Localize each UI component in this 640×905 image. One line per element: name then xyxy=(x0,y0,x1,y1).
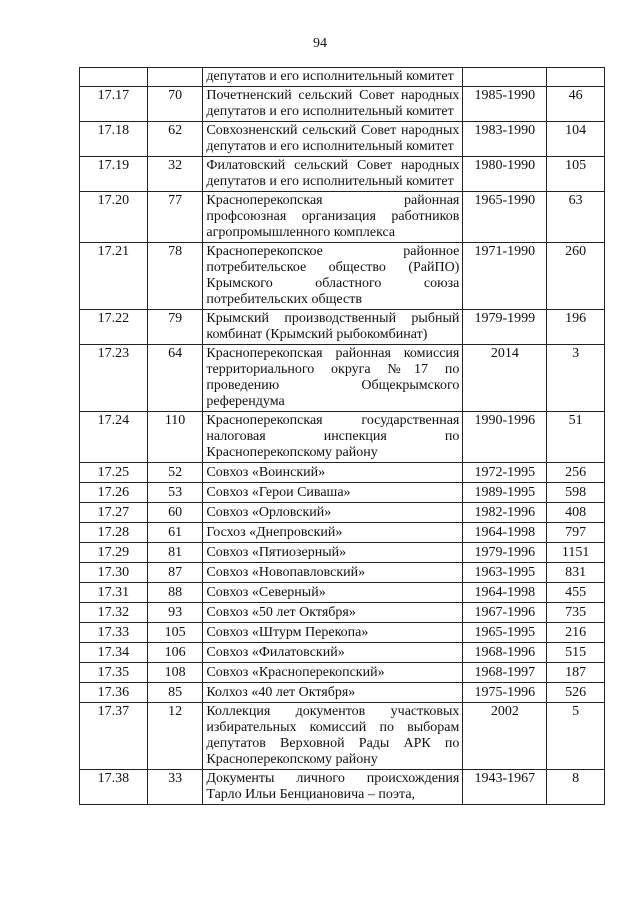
fund-name: Коллекция документов участковых избирательных комиссий по выборам депутатов Верховной Рады АРК по Красноперекопскому району xyxy=(203,703,463,770)
fund-number: 32 xyxy=(147,157,203,192)
fund-name: Совхоз «Филатовский» xyxy=(203,643,463,663)
table-row xyxy=(80,603,605,623)
fund-number: 61 xyxy=(147,523,203,543)
item-count: 187 xyxy=(547,663,605,683)
fund-register-table xyxy=(79,67,605,805)
table-row xyxy=(80,683,605,703)
fund-name: Совхоз «Новопавловский» xyxy=(203,563,463,583)
row-number: 17.32 xyxy=(80,603,148,623)
row-number xyxy=(80,68,148,87)
item-count: 256 xyxy=(547,463,605,483)
fund-number: 88 xyxy=(147,583,203,603)
table-row xyxy=(80,87,605,122)
table-row xyxy=(80,583,605,603)
page-number: 94 xyxy=(313,36,327,51)
fund-number: 78 xyxy=(147,243,203,310)
date-range: 1979-1999 xyxy=(463,310,547,345)
row-number: 17.25 xyxy=(80,463,148,483)
fund-register-rows xyxy=(80,68,605,805)
row-number: 17.35 xyxy=(80,663,148,683)
item-count: 105 xyxy=(547,157,605,192)
fund-name: депутатов и его исполнительный комитет xyxy=(203,68,463,87)
fund-name: Совхоз «Красноперекопский» xyxy=(203,663,463,683)
date-range: 1965-1995 xyxy=(463,623,547,643)
table-row xyxy=(80,563,605,583)
date-range: 1965-1990 xyxy=(463,192,547,243)
row-number: 17.36 xyxy=(80,683,148,703)
fund-number: 93 xyxy=(147,603,203,623)
date-range: 2002 xyxy=(463,703,547,770)
date-range: 1990-1996 xyxy=(463,412,547,463)
table-row xyxy=(80,463,605,483)
fund-number: 106 xyxy=(147,643,203,663)
date-range: 1980-1990 xyxy=(463,157,547,192)
fund-name: Крымский производственный рыбный комбинат (Крымский рыбокомбинат) xyxy=(203,310,463,345)
date-range: 1983-1990 xyxy=(463,122,547,157)
item-count: 735 xyxy=(547,603,605,623)
table-row xyxy=(80,523,605,543)
date-range: 1975-1996 xyxy=(463,683,547,703)
fund-name: Красноперекопская районная профсоюзная организация работников агропромышленного комплекса xyxy=(203,192,463,243)
fund-number: 12 xyxy=(147,703,203,770)
fund-name: Почетненский сельский Совет народных депутатов и его исполнительный комитет xyxy=(203,87,463,122)
table-row xyxy=(80,310,605,345)
item-count: 8 xyxy=(547,770,605,805)
date-range: 1964-1998 xyxy=(463,523,547,543)
table-row xyxy=(80,243,605,310)
date-range: 1943-1967 xyxy=(463,770,547,805)
table-row xyxy=(80,483,605,503)
fund-number: 105 xyxy=(147,623,203,643)
row-number: 17.23 xyxy=(80,345,148,412)
item-count: 104 xyxy=(547,122,605,157)
fund-name: Красноперекопская государственная налоговая инспекция по Красноперекопскому району xyxy=(203,412,463,463)
fund-name: Совхоз «Орловский» xyxy=(203,503,463,523)
date-range: 1989-1995 xyxy=(463,483,547,503)
date-range: 1979-1996 xyxy=(463,543,547,563)
item-count: 46 xyxy=(547,87,605,122)
item-count: 408 xyxy=(547,503,605,523)
fund-number: 87 xyxy=(147,563,203,583)
fund-name: Совхоз «Герои Сиваша» xyxy=(203,483,463,503)
row-number: 17.34 xyxy=(80,643,148,663)
table-row xyxy=(80,543,605,563)
row-number: 17.26 xyxy=(80,483,148,503)
fund-number: 81 xyxy=(147,543,203,563)
fund-name: Красноперекопская районная комиссия территориального округа №17 по проведению Общекрымского референдума xyxy=(203,345,463,412)
fund-number: 33 xyxy=(147,770,203,805)
row-number: 17.20 xyxy=(80,192,148,243)
item-count: 216 xyxy=(547,623,605,643)
date-range: 1971-1990 xyxy=(463,243,547,310)
date-range: 1985-1990 xyxy=(463,87,547,122)
fund-number: 79 xyxy=(147,310,203,345)
row-number: 17.30 xyxy=(80,563,148,583)
fund-name: Совхоз «Пятиозерный» xyxy=(203,543,463,563)
item-count: 196 xyxy=(547,310,605,345)
date-range: 1967-1996 xyxy=(463,603,547,623)
table-row xyxy=(80,663,605,683)
fund-number: 53 xyxy=(147,483,203,503)
table-row xyxy=(80,345,605,412)
fund-name: Колхоз «40 лет Октября» xyxy=(203,683,463,703)
item-count: 260 xyxy=(547,243,605,310)
table-row xyxy=(80,122,605,157)
fund-number: 60 xyxy=(147,503,203,523)
item-count: 3 xyxy=(547,345,605,412)
date-range: 1972-1995 xyxy=(463,463,547,483)
fund-name: Совхоз «50 лет Октября» xyxy=(203,603,463,623)
fund-name: Филатовский сельский Совет народных депутатов и его исполнительный комитет xyxy=(203,157,463,192)
fund-name: Красноперекопское районное потребительское общество (РайПО) Крымского областного союза потребительских обществ xyxy=(203,243,463,310)
row-number: 17.31 xyxy=(80,583,148,603)
item-count: 51 xyxy=(547,412,605,463)
fund-number xyxy=(147,68,203,87)
table-row xyxy=(80,770,605,805)
fund-number: 52 xyxy=(147,463,203,483)
item-count: 455 xyxy=(547,583,605,603)
fund-number: 64 xyxy=(147,345,203,412)
item-count: 598 xyxy=(547,483,605,503)
fund-number: 110 xyxy=(147,412,203,463)
table-row xyxy=(80,68,605,87)
table-row xyxy=(80,643,605,663)
row-number: 17.27 xyxy=(80,503,148,523)
fund-name: Госхоз «Днепровский» xyxy=(203,523,463,543)
item-count: 515 xyxy=(547,643,605,663)
item-count: 63 xyxy=(547,192,605,243)
table-row xyxy=(80,157,605,192)
date-range: 1964-1998 xyxy=(463,583,547,603)
fund-name: Совхоз «Воинский» xyxy=(203,463,463,483)
fund-number: 62 xyxy=(147,122,203,157)
fund-name: Совхоз «Штурм Перекопа» xyxy=(203,623,463,643)
item-count xyxy=(547,68,605,87)
row-number: 17.21 xyxy=(80,243,148,310)
table-row xyxy=(80,192,605,243)
row-number: 17.37 xyxy=(80,703,148,770)
row-number: 17.22 xyxy=(80,310,148,345)
date-range: 2014 xyxy=(463,345,547,412)
row-number: 17.29 xyxy=(80,543,148,563)
row-number: 17.17 xyxy=(80,87,148,122)
row-number: 17.19 xyxy=(80,157,148,192)
fund-name: Документы личного происхождения Тарло Ильи Бенциановича – поэта, xyxy=(203,770,463,805)
date-range xyxy=(463,68,547,87)
item-count: 831 xyxy=(547,563,605,583)
row-number: 17.33 xyxy=(80,623,148,643)
row-number: 17.18 xyxy=(80,122,148,157)
date-range: 1982-1996 xyxy=(463,503,547,523)
row-number: 17.24 xyxy=(80,412,148,463)
fund-name: Совхозненский сельский Совет народных депутатов и его исполнительный комитет xyxy=(203,122,463,157)
fund-number: 70 xyxy=(147,87,203,122)
table-row xyxy=(80,412,605,463)
item-count: 5 xyxy=(547,703,605,770)
item-count: 797 xyxy=(547,523,605,543)
fund-number: 85 xyxy=(147,683,203,703)
table-row xyxy=(80,703,605,770)
date-range: 1968-1997 xyxy=(463,663,547,683)
date-range: 1963-1995 xyxy=(463,563,547,583)
row-number: 17.28 xyxy=(80,523,148,543)
table-row xyxy=(80,623,605,643)
table-row xyxy=(80,503,605,523)
row-number: 17.38 xyxy=(80,770,148,805)
item-count: 526 xyxy=(547,683,605,703)
fund-name: Совхоз «Северный» xyxy=(203,583,463,603)
item-count: 1151 xyxy=(547,543,605,563)
fund-number: 77 xyxy=(147,192,203,243)
fund-number: 108 xyxy=(147,663,203,683)
date-range: 1968-1996 xyxy=(463,643,547,663)
